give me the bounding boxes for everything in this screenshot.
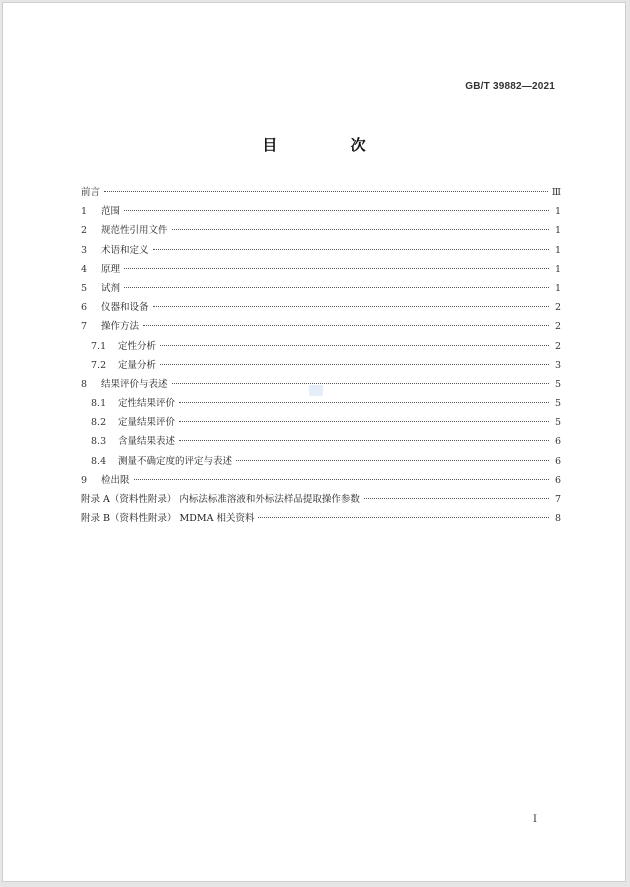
- toc-entry-page: 6: [554, 455, 561, 467]
- toc-entry-label: 检出限: [101, 474, 130, 486]
- toc-dot-leader: [258, 517, 549, 518]
- toc-entry-page: 6: [554, 436, 561, 448]
- toc-dot-leader: [160, 345, 549, 346]
- toc-entry[interactable]: [81, 394, 561, 413]
- toc-entry-label: 含量结果表述: [118, 436, 176, 448]
- toc-entry[interactable]: [81, 356, 561, 375]
- toc-entry[interactable]: [81, 279, 561, 298]
- toc-dot-leader: [124, 287, 549, 288]
- toc-entry-page: 1: [554, 282, 561, 294]
- document-page: [2, 2, 626, 882]
- toc-dot-leader: [179, 402, 549, 403]
- toc-entry-label: 定性结果评价: [118, 398, 176, 410]
- toc-entry[interactable]: [81, 298, 561, 317]
- toc-dot-leader: [153, 306, 549, 307]
- toc-entry-number: 9: [81, 474, 88, 486]
- toc-entry-page: 2: [554, 340, 561, 352]
- toc-entry[interactable]: [81, 471, 561, 490]
- toc-dot-leader: [124, 268, 549, 269]
- toc-entry-label: 定性分析: [118, 340, 157, 352]
- toc-entry[interactable]: [81, 183, 561, 202]
- toc-entry-page: 5: [554, 378, 561, 390]
- toc-entry-number: 8.2: [91, 417, 107, 429]
- toc-entry-label: 结果评价与表述: [101, 378, 168, 390]
- toc-entry-page: 1: [554, 263, 561, 275]
- toc-entry-page: 6: [554, 474, 561, 486]
- toc-entry[interactable]: [81, 337, 561, 356]
- toc-entry-number: 8: [81, 378, 88, 390]
- toc-entry[interactable]: [81, 452, 561, 471]
- toc-entry[interactable]: [81, 413, 561, 432]
- toc-entry-label: 操作方法: [101, 321, 140, 333]
- toc-entry-page: 8: [554, 513, 561, 525]
- toc-entry-label: 附录 A（资料性附录） 内标法标准溶液和外标法样品提取操作参数: [81, 494, 360, 505]
- toc-dot-leader: [104, 191, 548, 192]
- toc-entry[interactable]: [81, 509, 561, 528]
- toc-entry-label: 测量不确定度的评定与表述: [118, 455, 233, 467]
- toc-entry-label: 定量分析: [118, 359, 157, 371]
- toc-entry-page: Ⅲ: [551, 187, 561, 198]
- toc-entry-number: 8.4: [91, 455, 107, 467]
- toc-entry-label: 规范性引用文件: [101, 225, 168, 237]
- toc-entry-number: 7: [81, 321, 88, 333]
- toc-dot-leader: [172, 229, 549, 230]
- toc-entry-number: 8.1: [91, 398, 107, 410]
- toc-entry-label: 试剂: [101, 282, 121, 294]
- toc-entry-number: 7.2: [91, 359, 107, 371]
- toc-dot-leader: [143, 325, 549, 326]
- toc-entry-label: 术语和定义: [101, 244, 149, 256]
- toc-entry-label: 前言: [81, 187, 101, 198]
- toc-entry-label: 仪器和设备: [101, 302, 149, 314]
- toc-entry-page: 5: [554, 417, 561, 429]
- toc-entry[interactable]: [81, 202, 561, 221]
- toc-dot-leader: [179, 421, 549, 422]
- toc-entry-number: 6: [81, 302, 88, 314]
- toc-entry-page: 3: [554, 359, 561, 371]
- toc-dot-leader: [364, 498, 549, 499]
- toc-entry-label: 原理: [101, 263, 121, 275]
- standard-code: GB/T 39882—2021: [465, 81, 555, 92]
- toc-dot-leader: [172, 383, 549, 384]
- toc-entry-label: 定量结果评价: [118, 417, 176, 429]
- toc-entry[interactable]: [81, 432, 561, 451]
- toc-entry-page: 5: [554, 398, 561, 410]
- toc-entry-number: 8.3: [91, 436, 107, 448]
- toc-entry-number: 2: [81, 225, 88, 237]
- toc-dot-leader: [124, 210, 549, 211]
- toc-entry[interactable]: [81, 490, 561, 509]
- page-number: I: [533, 814, 537, 825]
- toc-entry-page: 2: [554, 302, 561, 314]
- toc-entry[interactable]: [81, 241, 561, 260]
- toc-entry-page: 1: [554, 225, 561, 237]
- toc-entry-number: 5: [81, 282, 88, 294]
- table-of-contents: [81, 183, 561, 528]
- toc-entry-number: 3: [81, 244, 88, 256]
- toc-entry-number: 4: [81, 263, 88, 275]
- toc-entry-number: 7.1: [91, 340, 107, 352]
- toc-entry-page: 1: [554, 206, 561, 218]
- toc-entry[interactable]: [81, 221, 561, 240]
- toc-entry[interactable]: [81, 260, 561, 279]
- toc-dot-leader: [179, 440, 549, 441]
- watermark-stamp: [309, 385, 323, 396]
- toc-dot-leader: [153, 249, 549, 250]
- toc-entry[interactable]: [81, 317, 561, 336]
- toc-entry-page: 2: [554, 321, 561, 333]
- toc-dot-leader: [236, 460, 549, 461]
- toc-entry-label: 范围: [101, 206, 121, 218]
- toc-dot-leader: [134, 479, 549, 480]
- toc-title: 目 次: [262, 136, 400, 154]
- toc-entry-page: 7: [554, 494, 561, 505]
- toc-entry-page: 1: [554, 244, 561, 256]
- toc-entry-label: 附录 B（资料性附录） MDMA 相关资料: [81, 513, 255, 525]
- toc-dot-leader: [160, 364, 549, 365]
- toc-entry-number: 1: [81, 206, 88, 218]
